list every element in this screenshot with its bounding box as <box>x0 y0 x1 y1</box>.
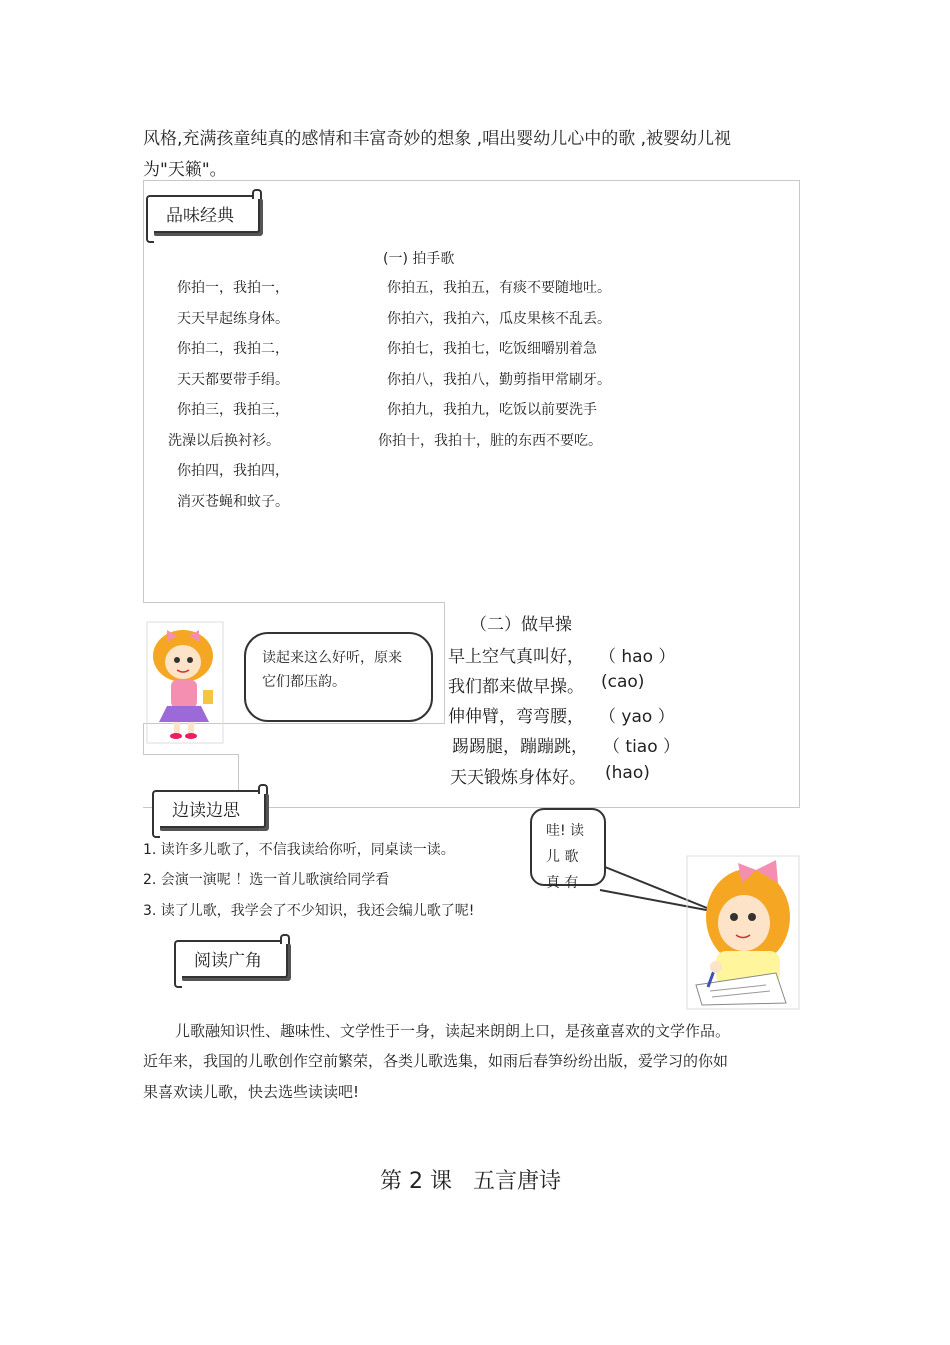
lesson-title: 第 2 课 五言唐诗 <box>380 1169 561 1194</box>
speech-bubble-2-line: 儿 歌 <box>546 849 579 865</box>
poem2-line: 踢踢腿，蹦蹦跳， <box>452 737 588 757</box>
poem1-left-line: 洗澡以后换衬衫。 <box>168 433 280 449</box>
poem2-title: （二）做早操 <box>470 615 572 635</box>
poem1-right-line: 你拍七，我拍七，吃饭细嚼别着急 <box>387 341 597 357</box>
poem1-right-line: 你拍十，我拍十，脏的东西不要吃。 <box>378 433 602 449</box>
section-classic-label: 品味经典 <box>166 206 234 226</box>
question-item: 1. 读许多儿歌了，不信我读给你听，同桌读一读。 <box>143 842 455 858</box>
intro-line-1: 风格,充满孩童纯真的感情和丰富奇妙的想象 ,唱出婴幼儿心中的歌 ,被婴幼儿视 <box>143 129 732 149</box>
speech-bubble-2-line: 哇! 读 <box>546 823 585 839</box>
poem1-right-line: 你拍六，我拍六，瓜皮果核不乱丢。 <box>387 311 611 327</box>
poem1-right-line: 你拍八，我拍八，勤剪指甲常刷牙。 <box>387 372 611 388</box>
paragraph-line: 近年来，我国的儿歌创作空前繁荣，各类儿歌选集，如雨后春笋纷纷出版，爱学习的你如 <box>143 1052 729 1070</box>
poem2-pinyin: （ tiao ） <box>603 737 681 757</box>
question-item: 2. 会演一演呢 ！选一首儿歌演给同学看 <box>143 872 390 888</box>
poem2-pinyin: (hao) <box>605 763 650 783</box>
speech-bubble-2-line: 真 有 <box>546 875 579 891</box>
girl-illustration <box>145 620 225 745</box>
poem1-left-line: 你拍二，我拍二， <box>177 341 289 357</box>
writing-girl-illustration <box>686 855 800 1010</box>
poem2-line: 早上空气真叫好， <box>448 647 584 667</box>
poem1-left-line: 消灭苍蝇和蚊子。 <box>177 494 289 510</box>
paragraph-line: 儿歌融知识性、趣味性、文学性于一身，读起来朗朗上口，是孩童喜欢的文学作品。 <box>175 1022 731 1040</box>
speech-bubble-2 <box>530 808 606 891</box>
question-item: 3. 读了儿歌，我学会了不少知识，我还会编儿歌了呢! <box>143 903 475 919</box>
poem1-left-line: 天天早起练身体。 <box>177 311 289 327</box>
poem2-line: 天天锻炼身体好。 <box>450 768 586 788</box>
poem1-right-line: 你拍九，我拍九，吃饭以前要洗手 <box>387 402 597 418</box>
speech-bubble-1-text: 读起来这么好听，原来它们都压韵。 <box>262 650 402 690</box>
poem2-pinyin: （ hao ） <box>599 647 676 667</box>
poem1-left-line: 你拍三，我拍三， <box>177 402 289 418</box>
section-reading-label: 阅读广角 <box>194 951 262 971</box>
poem1-left-line: 你拍一，我拍一， <box>177 280 289 296</box>
poem1-left-line: 你拍四，我拍四， <box>177 463 289 479</box>
section-think-label: 边读边思 <box>172 801 240 821</box>
poem2-line: 伸伸臂，弯弯腰， <box>448 707 584 727</box>
section-reading-heading <box>178 940 288 978</box>
poem2-line: 我们都来做早操。 <box>448 677 584 697</box>
poem2-pinyin: （ yao ） <box>599 707 675 727</box>
poem1-title: (一) 拍手歌 <box>383 251 455 267</box>
speech-bubble-1 <box>244 632 433 722</box>
poem1-right-line: 你拍五，我拍五，有痰不要随地吐。 <box>387 280 611 296</box>
section-think-heading <box>156 790 266 828</box>
section-classic-heading <box>150 195 260 233</box>
poem1-left-line: 天天都要带手绢。 <box>177 372 289 388</box>
paragraph-line: 果喜欢读儿歌，快去选些读读吧! <box>143 1083 360 1101</box>
poem2-pinyin: (cao) <box>601 672 645 692</box>
intro-line-2: 为"天籁"。 <box>143 160 227 180</box>
speech-bubble-2-text <box>546 818 584 896</box>
